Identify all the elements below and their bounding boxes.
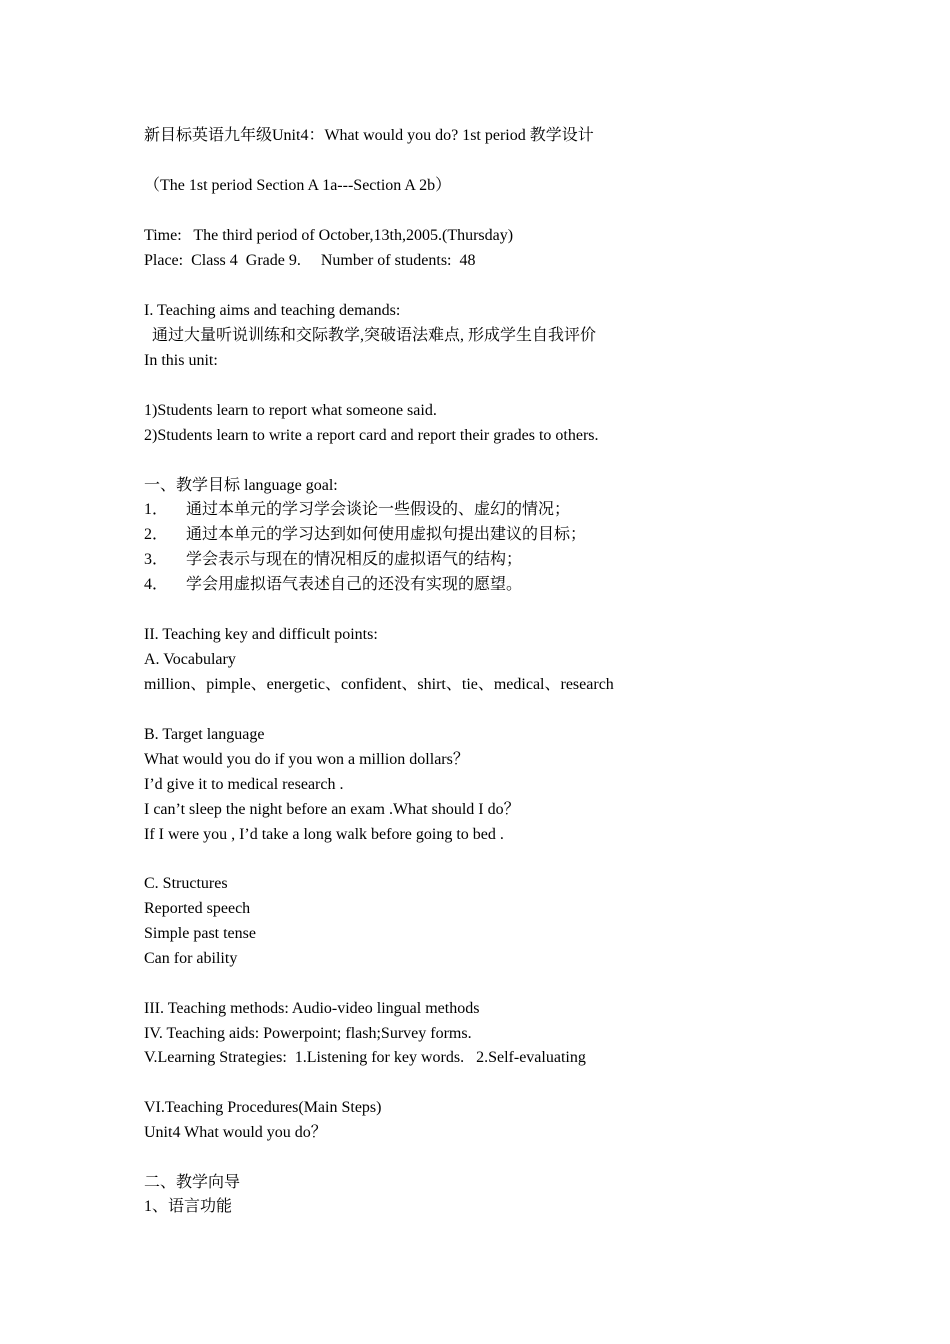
target-sentence: I can’t sleep the night before an exam .What should I do？: [144, 801, 520, 818]
goal-item: [144, 525, 586, 545]
teaching-methods: III. Teaching methods: Audio-video lingual methods: [144, 1000, 480, 1017]
guide-heading: 二、教学向导: [144, 1174, 241, 1191]
aims-chinese: 通过大量听说训练和交际教学,突破语法难点, 形成学生自我评价: [152, 327, 597, 344]
target-language-heading: B. Target language: [144, 726, 265, 743]
structures-heading: C. Structures: [144, 875, 228, 892]
goal-item: [144, 500, 570, 520]
target-sentence: What would you do if you won a million dollars？: [144, 751, 469, 768]
document-title: 新目标英语九年级Unit4：What would you do? 1st period 教学设计: [144, 127, 594, 144]
vocabulary-list: million、pimple、energetic、confident、shirt、tie、medical、research: [144, 676, 614, 693]
goal-text: 通过本单元的学习达到如何使用虚拟句提出建议的目标；: [186, 526, 587, 543]
goal-text: 通过本单元的学习学会谈论一些假设的、虚幻的情况；: [186, 501, 571, 518]
time-line: Time: The third period of October,13th,2005.(Thursday): [144, 227, 514, 244]
structure-item: Reported speech: [144, 900, 251, 917]
place-line: Place: Class 4 Grade 9. Number of students: 48: [144, 252, 476, 269]
structure-item: Simple past tense: [144, 925, 256, 942]
target-sentence: I’d give it to medical research .: [144, 776, 344, 793]
goal-text: 学会表示与现在的情况相反的虚拟语气的结构；: [186, 551, 523, 568]
aims-intro: In this unit:: [144, 352, 218, 369]
goals-heading: 一、教学目标 language goal:: [144, 477, 338, 494]
key-points-heading: II. Teaching key and difficult points:: [144, 626, 378, 643]
document-subtitle: （The 1st period Section A 1a---Section A 2b）: [144, 177, 452, 194]
guide-item: 1、语言功能: [144, 1198, 233, 1215]
learning-strategies: V.Learning Strategies: 1.Listening for key words. 2.Self-evaluating: [144, 1049, 586, 1066]
structure-item: Can for ability: [144, 950, 238, 967]
aim-item: 1)Students learn to report what someone said.: [144, 402, 437, 419]
goal-number: 3．: [144, 551, 169, 568]
vocabulary-heading: A. Vocabulary: [144, 651, 236, 668]
procedures-unit: Unit4 What would you do？: [144, 1124, 327, 1141]
procedures-heading: VI.Teaching Procedures(Main Steps): [144, 1099, 382, 1116]
goal-item: [144, 575, 522, 595]
goal-number: 4．: [144, 576, 169, 593]
goal-number: 2．: [144, 526, 169, 543]
aims-heading: I. Teaching aims and teaching demands:: [144, 302, 401, 319]
target-sentence: If I were you , I’d take a long walk before going to bed .: [144, 826, 504, 843]
goal-number: 1．: [144, 501, 169, 518]
teaching-aids: IV. Teaching aids: Powerpoint; flash;Survey forms.: [144, 1025, 472, 1042]
goal-item: [144, 550, 522, 570]
aim-item: 2)Students learn to write a report card and report their grades to others.: [144, 427, 599, 444]
goal-text: 学会用虚拟语气表述自己的还没有实现的愿望。: [186, 576, 523, 593]
